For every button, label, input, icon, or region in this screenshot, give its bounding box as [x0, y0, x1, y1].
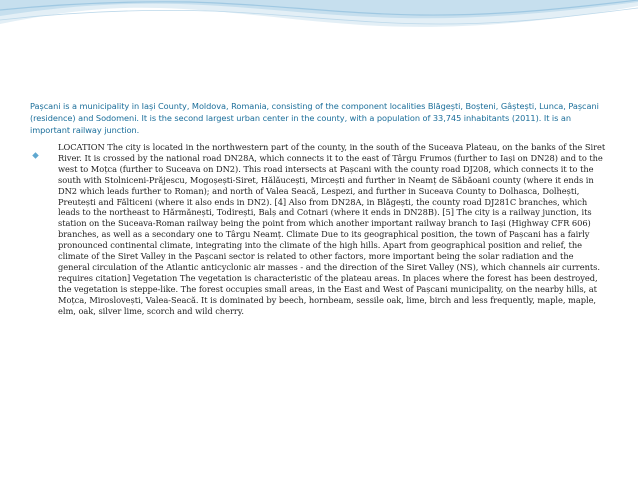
header-wave-decoration: [0, 0, 638, 60]
diamond-bullet-icon: [30, 142, 46, 164]
bullet-item: [30, 142, 610, 317]
location-paragraph: LOCATION The city is located in the northwestern part of the county, in the south of the Suceava Plateau, on the banks of the Siret River. It is crossed by the national road DN28A, which connects it to the east of Târgu Frumos (further to Iași on DN28) and to the west to Moțca (further to Suceava on DN2). This road intersects at Pașcani with the county road DJ208, which connects it to the south with Stolniceni-Prăjescu, Mogoșești-Siret, Hălăucești, Mircești and further in Neamț de Săbăoani county (where it ends in DN2 which leads further to Roman); and north of Valea Seacă, Lespezi, and further in Suceava County to Dolhasca, Dolhești, Preutești and Fălticeni (where it also ends in DN2). [4] Also from DN28A, in Blăgești, the county road DJ281C branches, which leads to the northeast to Hărmănești, Todirești, Balș and Cotnari (where it ends in DN28B). [5] The city is a railway junction, its station on the Suceava-Roman railway being the point from which another important railway branch to Iași (Highway CFR 606) branches, as well as a secondary one to Târgu Neamț. Climate Due to its geographical position, the town of Pașcani has a fairly pronounced continental climate, integrating into the climate of the high hills. Apart from geographical position and relief, the climate of the Siret Valley in the Pașcani sector is related to other factors, more important being the solar radiation and the general circulation of the Atlantic anticyclonic air masses - and the direction of the Siret Valley (NS), which channels air currents. requires citation] Vegetation The vegetation is characteristic of the plateau areas. In places where the forest has been destroyed, the vegetation is steppe-like. The forest occupies small areas, in the East and West of Pașcani municipality, on the nearby hills, at Moțca, Miroslovești, Valea-Seacă. It is dominated by beech, hornbeam, sessile oak, lime, birch and less frequently, maple, maple, elm, oak, silver lime, scorch and wild cherry.: [58, 142, 606, 316]
slide-content: [30, 100, 610, 317]
intro-paragraph: Pașcani is a municipality in Iași County, Moldova, Romania, consisting of the component localities Blăgești, Boșteni, Gâștești, Lunca, Pașcani (residence) and Sodomeni. It is the second largest urban center in the county, with a population of 33,745 inhabitants (2011). It is an important railway junction.: [30, 101, 599, 135]
